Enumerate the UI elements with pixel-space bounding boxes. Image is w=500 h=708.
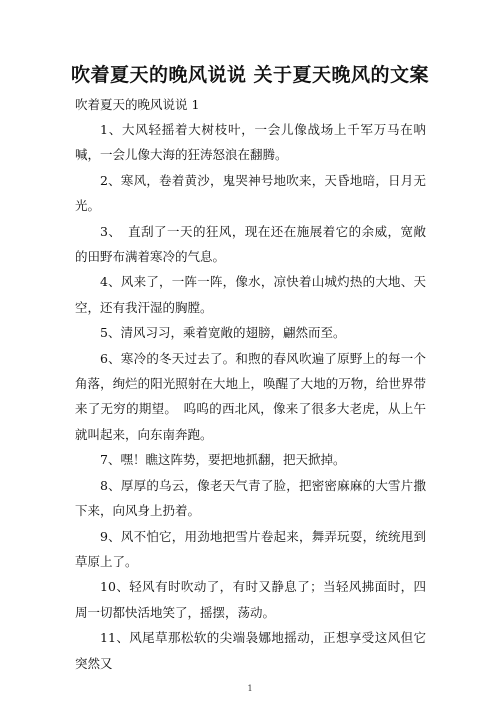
paragraph-5: 5、清风习习，乘着宽敞的翅膀，翩然而至。 (100, 325, 346, 341)
paragraph-10: 10、轻风有时吹动了，有时又静息了；当轻风拂面时，四周一切都快活地笑了，摇摆，荡动。 (75, 579, 426, 620)
paragraph-8: 8、厚厚的乌云，像老天气青了脸，把密密麻麻的大雪片撒下来，向风身上扔着。 (75, 477, 426, 519)
section-subtitle: 吹着夏天的晚风说说 1 (75, 97, 200, 112)
paragraph-4: 4、风来了，一阵一阵，像水，凉快着山城灼热的大地、天空，还有我汗湿的胸膛。 (75, 274, 426, 315)
paragraph-1: 1、大风轻摇着大树枝叶，一会儿像战场上千军万马在呐喊，一会儿像大海的狂涛怒浪在翻腾。 (75, 122, 426, 163)
paragraph-11: 11、风尾草那松软的尖端袅娜地摇动，正想享受这风但它突然又 (75, 630, 426, 671)
page-number: 1 (247, 684, 253, 693)
page-title: 吹着夏天的晚风说说 关于夏天晚风的文案 (70, 64, 430, 86)
paragraph-9: 9、风不怕它，用劲地把雪片卷起来，舞弄玩耍，统统甩到草原上了。 (75, 528, 426, 569)
paragraph-3: 3、 直刮了一天的狂风，现在还在施展着它的余威，宽敞的田野布满着寒冷的气息。 (75, 223, 426, 265)
document-body (75, 117, 426, 676)
paragraph-7: 7、嘿！瞧这阵势，要把地抓翻，把天掀掉。 (100, 452, 346, 468)
paragraph-6: 6、寒冷的冬天过去了。和煦的春风吹遍了原野上的每一个角落，绚烂的阳光照射在大地上，唤醒了大地的万物，给世界带来了无穷的期望。 呜呜的西北风，像来了很多大老虎，从上午就叫起来，向东南奔跑。 (75, 350, 426, 442)
paragraph-2: 2、寒风，卷着黄沙，鬼哭神号地吹来，天昏地暗，日月无光。 (75, 172, 426, 214)
